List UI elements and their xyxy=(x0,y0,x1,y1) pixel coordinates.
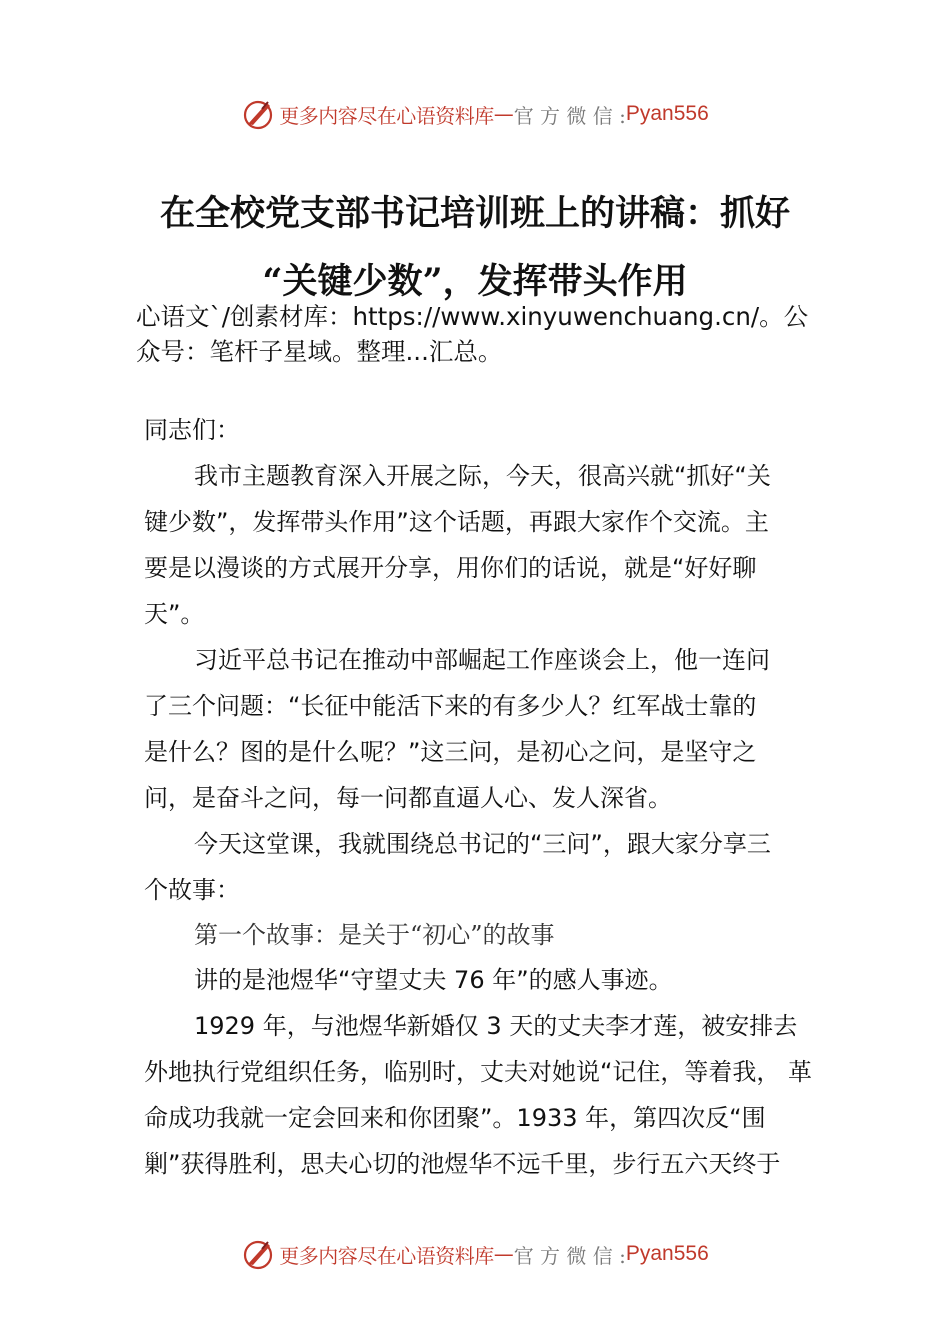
paragraph-4: 讲的是池煜华“守望丈夫 76 年”的感人事迹。 xyxy=(194,966,673,994)
paragraph-2-line: 了三个问题：“长征中能活下来的有多少人？红军战士靠的 xyxy=(144,692,757,720)
watermark-dash: — xyxy=(493,102,514,126)
document-title-line-2: “关键少数”，发挥带头作用 xyxy=(262,261,688,302)
watermark-wechat-id: Pyan556 xyxy=(625,102,709,125)
document-title-line-1: 在全校党支部书记培训班上的讲稿：抓好 xyxy=(159,193,790,234)
section-heading: 第一个故事：是关于“初心”的故事 xyxy=(194,921,555,949)
paragraph-2-line: 问，是奋斗之问，每一问都直逼人心、发人深省。 xyxy=(144,784,672,812)
paragraph-1-line: 天”。 xyxy=(144,600,205,628)
watermark-wechat-label: 官 方 微 信 : xyxy=(513,103,626,128)
paragraph-2-line: 习近平总书记在推动中部崛起工作座谈会上，他一连问 xyxy=(194,646,770,674)
paragraph-5-line: 1929 年，与池煜华新婚仅 3 天的丈夫李才莲，被安排去 xyxy=(194,1012,798,1040)
quill-logo-icon xyxy=(241,1237,275,1271)
watermark-wechat-id: Pyan556 xyxy=(625,1242,709,1265)
watermark-wechat-label: 官 方 微 信 : xyxy=(513,1243,626,1268)
source-note-line-1: 心语文`/创素材库：https://www.xinyuwenchuang.cn/。公 xyxy=(136,302,809,331)
paragraph-5-line: 外地执行党组织任务，临别时，丈夫对她说“记住，等着我， 革 xyxy=(144,1058,813,1086)
paragraph-3-line: 个故事： xyxy=(144,876,240,904)
paragraph-1-line: 我市主题教育深入开展之际，今天，很高兴就“抓好“关 xyxy=(194,462,771,490)
watermark-brand: 更多内容尽在心语资料库 xyxy=(279,103,494,128)
paragraph-5-line: 剿”获得胜利，思夫心切的池煜华不远千里，步行五六天终于 xyxy=(144,1150,781,1178)
source-note xyxy=(136,299,846,369)
paragraph-5-line: 命成功我就一定会回来和你团聚”。1933 年，第四次反“围 xyxy=(144,1104,766,1132)
watermark-dash: — xyxy=(493,1242,514,1266)
paragraph-3-line: 今天这堂课，我就围绕总书记的“三问”，跟大家分享三 xyxy=(194,830,771,858)
paragraph-1-line: 要是以漫谈的方式展开分享，用你们的话说，就是“好好聊 xyxy=(144,554,757,582)
footer-watermark xyxy=(0,1234,950,1274)
watermark-brand: 更多内容尽在心语资料库 xyxy=(279,1243,494,1268)
greeting: 同志们： xyxy=(144,416,240,444)
paragraph-1-line: 键少数”，发挥带头作用”这个话题，再跟大家作个交流。主 xyxy=(144,508,769,536)
source-note-line-2: 众号：笔杆子星域。整理...汇总。 xyxy=(136,337,503,366)
paragraph-2-line: 是什么？图的是什么呢？”这三问，是初心之问，是坚守之 xyxy=(144,738,757,766)
quill-logo-icon xyxy=(241,97,275,131)
header-watermark xyxy=(0,94,950,134)
